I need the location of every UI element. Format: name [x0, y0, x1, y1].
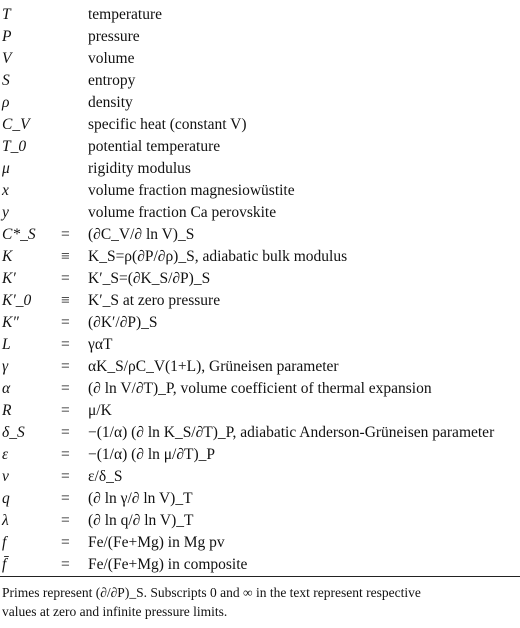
definition: K′_S at zero pressure	[88, 292, 221, 309]
symbol: K″	[2, 314, 19, 331]
footnote	[2, 583, 520, 621]
relation: =	[61, 556, 70, 573]
symbol: μ	[2, 160, 10, 177]
definition: (∂ ln q/∂ ln V)_T	[88, 512, 194, 529]
table-row	[0, 422, 520, 444]
symbol: q	[2, 490, 10, 507]
symbol: T_0	[2, 138, 27, 155]
table-row	[0, 510, 520, 532]
definition: temperature	[88, 6, 163, 23]
definition: K′_S=(∂K_S/∂P)_S	[88, 270, 211, 287]
definition: −(1/α) (∂ ln μ/∂T)_P	[88, 446, 216, 463]
symbol: ε	[2, 446, 9, 463]
symbol: f	[2, 534, 7, 551]
relation: =	[61, 534, 70, 551]
definition: ε/δ_S	[88, 468, 123, 485]
symbol: L	[2, 336, 11, 353]
definition: γαT	[88, 336, 113, 353]
table-row	[0, 356, 520, 378]
table-row	[0, 224, 520, 246]
table-row	[0, 400, 520, 422]
symbol: R	[2, 402, 12, 419]
symbol: ν	[2, 468, 9, 485]
symbol: C_V	[2, 116, 30, 133]
relation: ≡	[61, 292, 70, 309]
symbol: K′	[2, 270, 16, 287]
symbol: V	[2, 50, 12, 67]
relation: =	[61, 380, 70, 397]
definition: density	[88, 94, 133, 111]
symbol: P	[2, 28, 12, 45]
table-row	[0, 180, 520, 202]
table-row	[0, 26, 520, 48]
table-row	[0, 246, 520, 268]
definition: K_S=ρ(∂P/∂ρ)_S, adiabatic bulk modulus	[88, 248, 348, 265]
table-row	[0, 444, 520, 466]
table-bottom-rule	[0, 576, 520, 577]
definition: (∂ ln V/∂T)_P, volume coefficient of thermal expansion	[88, 380, 432, 397]
definition: (∂ ln γ/∂ ln V)_T	[88, 490, 193, 507]
relation: =	[61, 358, 70, 375]
symbol: ρ	[2, 94, 10, 111]
table-row	[0, 554, 520, 576]
table-row	[0, 4, 520, 26]
table-row	[0, 466, 520, 488]
table-row	[0, 48, 520, 70]
definition: rigidity modulus	[88, 160, 191, 177]
table-row	[0, 488, 520, 510]
definition: volume fraction Ca perovskite	[88, 204, 277, 221]
table-row	[0, 378, 520, 400]
footnote-line: values at zero and infinite pressure limits.	[2, 604, 228, 619]
definition: volume fraction magnesiowüstite	[88, 182, 295, 199]
relation: =	[61, 424, 70, 441]
relation: =	[61, 336, 70, 353]
definition: volume	[88, 50, 135, 67]
relation: =	[61, 270, 70, 287]
definition: specific heat (constant V)	[88, 116, 247, 133]
table-row	[0, 334, 520, 356]
footnote-line: Primes represent (∂/∂P)_S. Subscripts 0 and ∞ in the text represent respective	[2, 585, 421, 600]
definition: pressure	[88, 28, 140, 45]
relation: =	[61, 226, 70, 243]
relation: =	[61, 402, 70, 419]
definition: Fe/(Fe+Mg) in composite	[88, 556, 248, 573]
definition: potential temperature	[88, 138, 221, 155]
symbol: y	[2, 204, 9, 221]
definition: −(1/α) (∂ ln K_S/∂T)_P, adiabatic Anderson-Grüneisen parameter	[88, 424, 495, 441]
table-row	[0, 136, 520, 158]
symbol: γ	[2, 358, 9, 375]
table-row	[0, 70, 520, 92]
definition: αK_S/ρC_V(1+L), Grüneisen parameter	[88, 358, 339, 375]
relation: =	[61, 446, 70, 463]
symbol: x	[2, 182, 9, 199]
symbol: T	[2, 6, 11, 23]
table-row	[0, 312, 520, 334]
symbol: C*_S	[2, 226, 36, 243]
relation: =	[61, 468, 70, 485]
table-row	[0, 114, 520, 136]
table-row	[0, 268, 520, 290]
table-row	[0, 290, 520, 312]
relation: =	[61, 314, 70, 331]
symbol: λ	[2, 512, 9, 529]
symbol: K′_0	[2, 292, 32, 309]
definition: (∂C_V/∂ ln V)_S	[88, 226, 195, 243]
definition: (∂K′/∂P)_S	[88, 314, 158, 331]
table-row	[0, 532, 520, 554]
relation: =	[61, 512, 70, 529]
symbol: δ_S	[2, 424, 25, 441]
definition: entropy	[88, 72, 136, 89]
relation: ≡	[61, 248, 70, 265]
table-row	[0, 158, 520, 180]
table-row	[0, 92, 520, 114]
symbol: α	[2, 380, 11, 397]
symbol: K	[2, 248, 13, 265]
symbol: f̄	[2, 556, 7, 573]
definition: μ/K	[88, 402, 112, 419]
table-row	[0, 202, 520, 224]
relation: =	[61, 490, 70, 507]
definition: Fe/(Fe+Mg) in Mg pv	[88, 534, 225, 551]
symbol: S	[2, 72, 10, 89]
